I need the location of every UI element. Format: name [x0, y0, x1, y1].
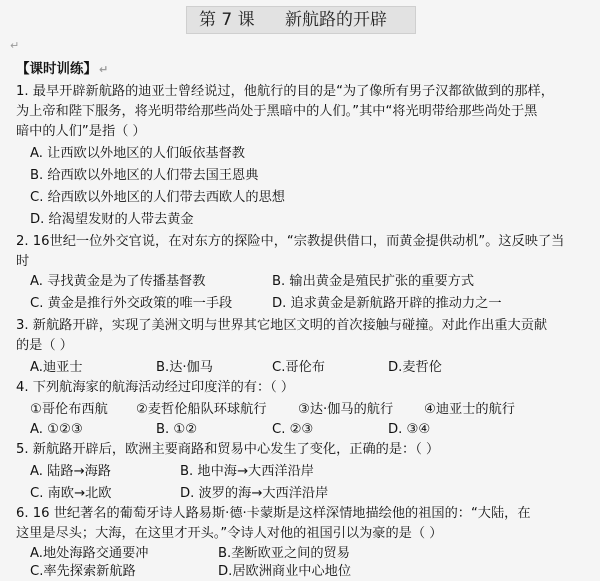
q4-item-4: ④迪亚士的航行: [424, 402, 515, 417]
q4-stem: 4. 下列航海家的航海活动经过印度洋的有：（ ）: [16, 380, 295, 395]
q3-option-c: C.哥伦布: [272, 360, 325, 375]
lesson-name: 新航路的开辟: [285, 10, 387, 30]
q1-option-d: D. 给渴望发财的人带去黄金: [30, 212, 194, 227]
q1-stem-line-1: 1. 最早开辟新航路的迪亚士曾经说过，他航行的目的是“为了像所有男子汉都欲做到的那样，: [16, 84, 554, 99]
q4-item-1: ①哥伦布西航: [30, 402, 108, 417]
q1-option-c: C. 给西欧以外地区的人们带去西欧人的思想: [30, 190, 285, 205]
q5-option-b: B. 地中海→大西洋沿岸: [180, 464, 314, 479]
q2-option-c: C. 黄金是推行外交政策的唯一手段: [30, 296, 233, 311]
q6-option-a: A.地处海路交通要冲: [30, 546, 149, 561]
section-header: 【课时训练】 ↵: [16, 61, 109, 77]
lesson-number: 第 7 课: [199, 10, 255, 30]
q4-option-a: A. ①②③: [30, 422, 83, 437]
q2-stem-line-1: 2. 16世纪一位外交官说，在对东方的探险中，“宗教提供借口，而黄金提供动机”。这反映了当: [16, 234, 565, 249]
q1-option-a: A. 让西欧以外地区的人们皈依基督教: [30, 146, 245, 161]
q3-option-b: B.达·伽马: [156, 360, 213, 375]
q6-option-c: C.率先探索新航路: [30, 564, 136, 579]
q3-option-a: A.迪亚士: [30, 360, 83, 375]
q6-option-b: B.垄断欧亚之间的贸易: [218, 546, 350, 561]
q6-stem-line-2: 这里是尽头；大海，在这里才开头。”令诗人对他的祖国引以为豪的是（ ）: [16, 526, 443, 541]
paragraph-mark: ↵: [10, 39, 20, 52]
q2-option-a: A. 寻找黄金是为了传播基督教: [30, 274, 206, 289]
q2-stem-line-2: 时: [16, 254, 30, 269]
q4-option-d: D. ③④: [388, 422, 431, 437]
q4-option-c: C. ②③: [272, 422, 314, 437]
q5-stem: 5. 新航路开辟后，欧洲主要商路和贸易中心发生了变化，正确的是：（ ）: [16, 442, 440, 457]
q3-option-d: D.麦哲伦: [388, 360, 442, 375]
q4-item-3: ③达·伽马的航行: [298, 402, 394, 417]
q6-stem-line-1: 6. 16 世纪著名的葡萄牙诗人路易斯·德·卡蒙斯是这样深情地描绘他的祖国的：“大陆，在: [16, 506, 531, 521]
q6-option-d: D.居欧洲商业中心地位: [218, 564, 352, 579]
q1-stem-line-3: 暗中的人们”是指（ ）: [16, 124, 146, 139]
q3-stem-line-2: 的是（ ）: [16, 338, 73, 353]
q5-option-d: D. 波罗的海→大西洋沿岸: [180, 486, 329, 501]
q1-stem-line-2: 为上帝和陛下服务，将光明带给那些尚处于黑暗中的人们。”其中“将光明带给那些尚处于黑: [16, 104, 538, 119]
q5-option-a: A. 陆路→海路: [30, 464, 111, 479]
q5-option-c: C. 南欧→北欧: [30, 486, 112, 501]
q4-option-b: B. ①②: [156, 422, 198, 437]
q2-option-d: D. 追求黄金是新航路开辟的推动力之一: [272, 296, 502, 311]
lesson-title: [186, 6, 416, 34]
q2-option-b: B. 输出黄金是殖民扩张的重要方式: [272, 274, 475, 289]
q4-item-2: ②麦哲伦船队环球航行: [136, 402, 267, 417]
q1-option-b: B. 给西欧以外地区的人们带去国王恩典: [30, 168, 259, 183]
q3-stem-line-1: 3. 新航路开辟，实现了美洲文明与世界其它地区文明的首次接触与碰撞。对此作出重大贡献: [16, 318, 548, 333]
